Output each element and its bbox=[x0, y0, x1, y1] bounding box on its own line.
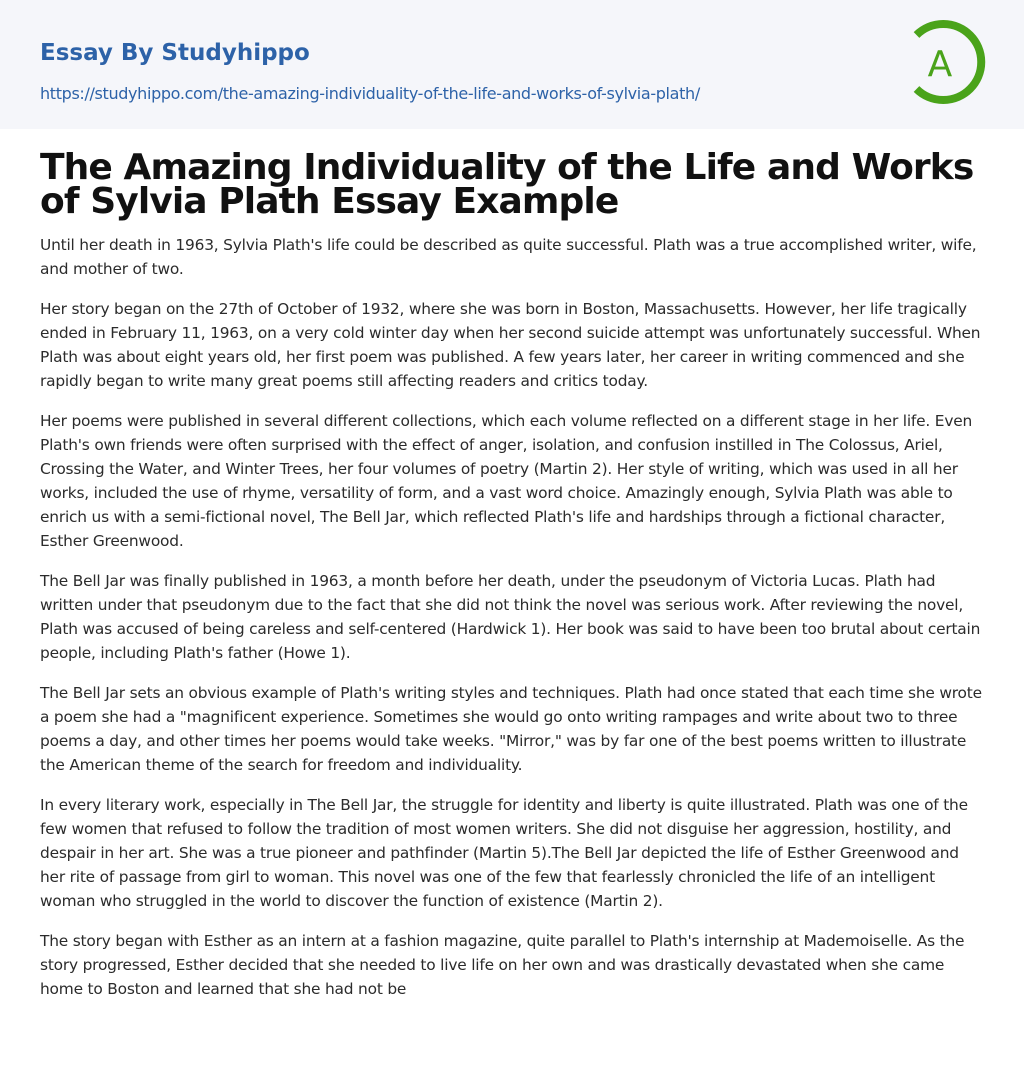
paragraph: The Bell Jar was finally published in 1963, a month before her death, under the pseudonym of Victoria Lucas. Plath had written under that pseudonym due to the fact that she did not think the novel was serious work. After reviewing the novel, Plath was accused of being careless and self-centered (Hardwick 1). Her book was said to have been too brutal about certain people, including Plath's father (Howe 1). bbox=[40, 572, 981, 662]
paragraph: Until her death in 1963, Sylvia Plath's life could be described as quite successful. Plath was a true accomplished writer, wife, and mother of two. bbox=[40, 236, 977, 278]
page-title: The Amazing Individuality of the Life and Works of Sylvia Plath Essay Example bbox=[40, 147, 974, 222]
studyhippo-logo-icon[interactable] bbox=[904, 16, 992, 108]
brand-title: Essay By Studyhippo bbox=[40, 40, 310, 66]
site-header bbox=[0, 0, 1024, 129]
logo-letter: A bbox=[927, 44, 953, 85]
paragraph: In every literary work, especially in The Bell Jar, the struggle for identity and liberty is quite illustrated. Plath was one of the few women that refused to follow the tradition of most women writers. She did not disguise her aggression, hostility, and despair in her art. She was a true pioneer and pathfinder (Martin 5).The Bell Jar depicted the life of Esther Greenwood and her rite of passage from girl to woman. This novel was one of the few that fearlessly chronicled the life of an intelligent woman who struggled in the world to discover the function of existence (Martin 2). bbox=[40, 796, 968, 910]
article bbox=[0, 147, 1024, 1001]
paragraph: The Bell Jar sets an obvious example of Plath's writing styles and techniques. Plath had once stated that each time she wrote a poem she had a "magnificent experience. Sometimes she would go onto writing rampages and write about two to three poems a day, and other times her poems would take weeks. "Mirror," was by far one of the best poems written to illustrate the American theme of the search for freedom and individuality. bbox=[40, 684, 982, 774]
essay-url-link[interactable]: https://studyhippo.com/the-amazing-individuality-of-the-life-and-works-of-sylvia-plath/ bbox=[40, 84, 700, 103]
paragraph: Her poems were published in several different collections, which each volume reflected on a different stage in her life. Even Plath's own friends were often surprised with the effect of anger, isolation, and confusion instilled in The Colossus, Ariel, Crossing the Water, and Winter Trees, her four volumes of poetry (Martin 2). Her style of writing, which was used in all her works, included the use of rhyme, versatility of form, and a vast word choice. Amazingly enough, Sylvia Plath was able to enrich us with a semi-fictional novel, The Bell Jar, which reflected Plath's life and hardships through a fictional character, Esther Greenwood. bbox=[40, 412, 973, 550]
paragraph: Her story began on the 27th of October of 1932, where she was born in Boston, Massachusetts. However, her life tragically ended in February 11, 1963, on a very cold winter day when her second suicide attempt was unfortunately successful. When Plath was about eight years old, her first poem was published. A few years later, her career in writing commenced and she rapidly began to write many great poems still affecting readers and critics today. bbox=[40, 300, 981, 390]
paragraph: The story began with Esther as an intern at a fashion magazine, quite parallel to Plath's internship at Mademoiselle. As the story progressed, Esther decided that she needed to live life on her own and was drastically devastated when she came home to Boston and learned that she had not be bbox=[40, 932, 965, 998]
